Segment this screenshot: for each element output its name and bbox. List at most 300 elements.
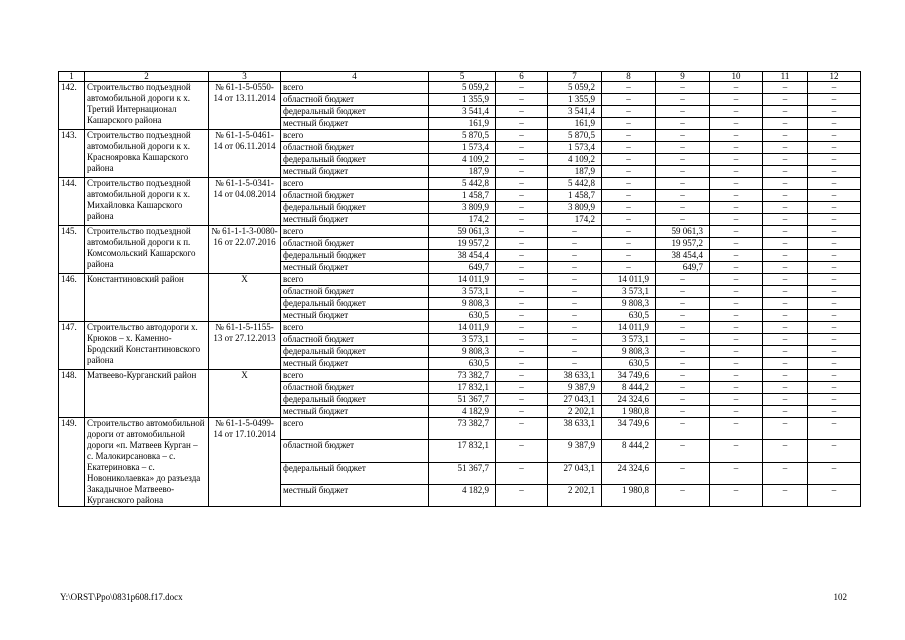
column-number-header: 8 [602,72,656,82]
amount-cell: – [602,142,656,154]
entry-object-name: Строительство подъездной автомобильной дороги к х. Третий Интернационал Кашарского района [85,82,209,130]
amount-cell: – [496,298,548,310]
amount-cell: – [656,106,710,118]
funding-source: федеральный бюджет [281,154,429,166]
funding-source: областной бюджет [281,286,429,298]
amount-cell: – [602,118,656,130]
amount-cell: – [548,322,602,334]
amount-cell: – [763,406,808,418]
amount-cell: – [710,346,763,358]
amount-cell: – [808,226,861,238]
amount-cell: – [548,262,602,274]
amount-cell: – [656,334,710,346]
amount-cell: – [763,118,808,130]
amount-cell: – [656,462,710,484]
funding-source: местный бюджет [281,214,429,226]
amount-cell: – [602,214,656,226]
entry-document-ref: № 61-1-5-0461-14 от 06.11.2014 [209,130,281,178]
amount-cell: 1 573,4 [429,142,496,154]
entry-number: 146. [59,274,85,322]
amount-cell: 1 355,9 [548,94,602,106]
amount-cell: – [656,142,710,154]
amount-cell: – [496,106,548,118]
column-number-header: 6 [496,72,548,82]
amount-cell: – [548,346,602,358]
amount-cell: – [656,440,710,462]
entry-number: 142. [59,82,85,130]
amount-cell: – [548,274,602,286]
amount-cell: 38 454,4 [656,250,710,262]
amount-cell: – [496,310,548,322]
amount-cell: – [496,462,548,484]
amount-cell: 1 458,7 [548,190,602,202]
amount-cell: – [656,190,710,202]
amount-cell: – [548,226,602,238]
amount-cell: 187,9 [548,166,602,178]
amount-cell: – [710,310,763,322]
amount-cell: 24 324,6 [602,394,656,406]
funding-source: федеральный бюджет [281,106,429,118]
amount-cell: 2 202,1 [548,484,602,506]
amount-cell: – [808,334,861,346]
funding-source: областной бюджет [281,382,429,394]
amount-cell: 5 870,5 [548,130,602,142]
amount-cell: – [808,250,861,262]
amount-cell: – [496,190,548,202]
amount-cell: – [496,238,548,250]
amount-cell: – [808,142,861,154]
amount-cell: – [710,298,763,310]
entry-document-ref: № 61-1-5-1155-13 от 27.12.2013 [209,322,281,370]
amount-cell: – [763,334,808,346]
amount-cell: – [656,394,710,406]
amount-cell: – [763,82,808,94]
amount-cell: 630,5 [602,358,656,370]
amount-cell: – [763,346,808,358]
amount-cell: – [763,238,808,250]
amount-cell: – [763,440,808,462]
amount-cell: – [656,358,710,370]
table-row [59,130,861,142]
funding-source: федеральный бюджет [281,250,429,262]
amount-cell: – [548,310,602,322]
amount-cell: – [496,262,548,274]
amount-cell: 161,9 [548,118,602,130]
footer-page-number: 102 [833,592,847,602]
amount-cell: – [763,484,808,506]
funding-source: федеральный бюджет [281,462,429,484]
entry-number: 144. [59,178,85,226]
amount-cell: 38 454,4 [429,250,496,262]
amount-cell: – [808,238,861,250]
entry-object-name: Строительство подъездной автомобильной дороги к х. Краснояровка Кашарского района [85,130,209,178]
funding-source: всего [281,418,429,440]
amount-cell: – [808,346,861,358]
amount-cell: 630,5 [429,358,496,370]
amount-cell: – [808,406,861,418]
amount-cell: – [710,190,763,202]
amount-cell: 5 059,2 [548,82,602,94]
amount-cell: – [763,178,808,190]
amount-cell: – [602,178,656,190]
amount-cell: – [602,106,656,118]
amount-cell: – [710,214,763,226]
amount-cell: 8 444,2 [602,440,656,462]
funding-source: всего [281,226,429,238]
amount-cell: – [808,190,861,202]
amount-cell: – [602,238,656,250]
entry-object-name: Строительство автомобильной дороги от автомобильной дороги «п. Матвеев Курган – с. Малокирсановка – с. Екатериновка – с. Новониколаевка» до разъезда Закадычное Матвеево-Курганского района [85,418,209,507]
amount-cell: – [763,250,808,262]
amount-cell: 9 808,3 [429,298,496,310]
amount-cell: – [710,394,763,406]
amount-cell: 51 367,7 [429,394,496,406]
amount-cell: 2 202,1 [548,406,602,418]
amount-cell: – [710,484,763,506]
amount-cell: – [496,226,548,238]
amount-cell: 14 011,9 [429,322,496,334]
table-row [59,370,861,382]
amount-cell: – [710,166,763,178]
amount-cell: – [496,358,548,370]
amount-cell: 59 061,3 [429,226,496,238]
amount-cell: 3 809,9 [548,202,602,214]
amount-cell: – [496,286,548,298]
amount-cell: – [496,166,548,178]
amount-cell: – [808,106,861,118]
entry-number: 145. [59,226,85,274]
table-row [59,178,861,190]
amount-cell: 1 458,7 [429,190,496,202]
column-number-header: 2 [85,72,209,82]
amount-cell: – [656,154,710,166]
amount-cell: 630,5 [602,310,656,322]
amount-cell: – [710,106,763,118]
amount-cell: 73 382,7 [429,370,496,382]
budget-table [58,71,861,507]
amount-cell: – [656,382,710,394]
amount-cell: – [710,462,763,484]
amount-cell: 1 573,4 [548,142,602,154]
amount-cell: – [656,484,710,506]
amount-cell: – [710,178,763,190]
amount-cell: – [496,118,548,130]
amount-cell: – [808,130,861,142]
amount-cell: – [710,382,763,394]
column-number-header: 9 [656,72,710,82]
amount-cell: 9 387,9 [548,382,602,394]
amount-cell: – [763,394,808,406]
amount-cell: – [808,462,861,484]
funding-source: местный бюджет [281,358,429,370]
amount-cell: 649,7 [656,262,710,274]
amount-cell: – [496,130,548,142]
funding-source: областной бюджет [281,238,429,250]
amount-cell: 19 957,2 [656,238,710,250]
amount-cell: – [808,214,861,226]
amount-cell: 8 444,2 [602,382,656,394]
amount-cell: – [710,94,763,106]
entry-number: 143. [59,130,85,178]
amount-cell: – [808,382,861,394]
amount-cell: 4 182,9 [429,484,496,506]
amount-cell: – [710,130,763,142]
amount-cell: – [808,274,861,286]
amount-cell: 3 573,1 [429,286,496,298]
entry-document-ref: № 61-1-1-3-0080-16 от 22.07.2016 [209,226,281,274]
funding-source: областной бюджет [281,440,429,462]
funding-source: всего [281,322,429,334]
funding-source: федеральный бюджет [281,346,429,358]
amount-cell: – [656,406,710,418]
amount-cell: – [710,286,763,298]
entry-number: 149. [59,418,85,507]
amount-cell: 3 573,1 [429,334,496,346]
amount-cell: – [602,262,656,274]
table-row [59,226,861,238]
amount-cell: – [656,118,710,130]
amount-cell: – [602,130,656,142]
funding-source: местный бюджет [281,118,429,130]
amount-cell: – [710,370,763,382]
column-number-header: 12 [808,72,861,82]
amount-cell: – [763,166,808,178]
amount-cell: 27 043,1 [548,462,602,484]
amount-cell: – [548,358,602,370]
amount-cell: – [496,346,548,358]
amount-cell: 5 059,2 [429,82,496,94]
amount-cell: – [602,190,656,202]
funding-source: местный бюджет [281,262,429,274]
amount-cell: – [808,440,861,462]
amount-cell: – [602,82,656,94]
amount-cell: – [602,202,656,214]
funding-source: всего [281,274,429,286]
funding-source: всего [281,82,429,94]
amount-cell: – [763,190,808,202]
entry-object-name: Строительство подъездной автомобильной дороги к п. Комсомольский Кашарского района [85,226,209,274]
funding-source: областной бюджет [281,190,429,202]
amount-cell: 3 541,4 [548,106,602,118]
funding-source: областной бюджет [281,142,429,154]
table-row [59,274,861,286]
amount-cell: – [656,286,710,298]
amount-cell: – [710,274,763,286]
column-number-header: 4 [281,72,429,82]
column-number-header: 3 [209,72,281,82]
amount-cell: 34 749,6 [602,418,656,440]
amount-cell: 1 355,9 [429,94,496,106]
amount-cell: 5 442,8 [429,178,496,190]
amount-cell: – [808,298,861,310]
amount-cell: – [496,94,548,106]
amount-cell: – [656,310,710,322]
amount-cell: 9 387,9 [548,440,602,462]
amount-cell: – [548,334,602,346]
amount-cell: – [496,418,548,440]
amount-cell: – [763,94,808,106]
amount-cell: – [496,202,548,214]
amount-cell: – [808,286,861,298]
entry-number: 147. [59,322,85,370]
amount-cell: – [548,298,602,310]
amount-cell: – [808,178,861,190]
amount-cell: – [602,250,656,262]
amount-cell: – [656,274,710,286]
amount-cell: – [602,94,656,106]
amount-cell: 59 061,3 [656,226,710,238]
amount-cell: – [763,310,808,322]
amount-cell: – [710,118,763,130]
amount-cell: 649,7 [429,262,496,274]
amount-cell: – [808,82,861,94]
amount-cell: – [763,106,808,118]
amount-cell: 4 109,2 [429,154,496,166]
amount-cell: 187,9 [429,166,496,178]
amount-cell: 14 011,9 [602,274,656,286]
entry-document-ref: № 61-1-5-0550-14 от 13.11.2014 [209,82,281,130]
amount-cell: 14 011,9 [602,322,656,334]
amount-cell: – [656,214,710,226]
amount-cell: – [496,394,548,406]
amount-cell: – [548,238,602,250]
amount-cell: 9 808,3 [602,298,656,310]
funding-source: местный бюджет [281,166,429,178]
entry-document-ref: Х [209,274,281,322]
amount-cell: – [763,130,808,142]
column-number-header: 1 [59,72,85,82]
amount-cell: 3 573,1 [602,334,656,346]
amount-cell: – [710,238,763,250]
table-row [59,82,861,94]
amount-cell: – [808,166,861,178]
amount-cell: 3 809,9 [429,202,496,214]
amount-cell: – [763,462,808,484]
footer-file-path: Y:\ORST\Ppo\0831p608.f17.docx [60,592,183,602]
amount-cell: – [763,274,808,286]
entry-object-name: Константиновский район [85,274,209,322]
amount-cell: – [808,484,861,506]
entry-object-name: Матвеево-Курганский район [85,370,209,418]
amount-cell: 17 832,1 [429,382,496,394]
amount-cell: – [496,274,548,286]
amount-cell: – [808,202,861,214]
amount-cell: – [763,226,808,238]
amount-cell: – [763,382,808,394]
table-row [59,322,861,334]
amount-cell: – [496,142,548,154]
amount-cell: 3 541,4 [429,106,496,118]
amount-cell: 1 980,8 [602,484,656,506]
amount-cell: – [496,484,548,506]
amount-cell: – [808,262,861,274]
funding-source: местный бюджет [281,406,429,418]
amount-cell: 9 808,3 [429,346,496,358]
amount-cell: – [763,298,808,310]
amount-cell: – [763,154,808,166]
amount-cell: 38 633,1 [548,418,602,440]
amount-cell: – [602,226,656,238]
amount-cell: – [496,440,548,462]
amount-cell: – [656,418,710,440]
funding-source: федеральный бюджет [281,202,429,214]
column-number-header: 11 [763,72,808,82]
amount-cell: – [710,154,763,166]
table-row [59,418,861,440]
funding-source: областной бюджет [281,334,429,346]
amount-cell: – [656,166,710,178]
amount-cell: 9 808,3 [602,346,656,358]
amount-cell: 24 324,6 [602,462,656,484]
entry-document-ref: № 61-1-5-0499-14 от 17.10.2014 [209,418,281,507]
amount-cell: – [808,94,861,106]
amount-cell: – [808,310,861,322]
funding-source: местный бюджет [281,310,429,322]
funding-source: всего [281,178,429,190]
amount-cell: – [710,358,763,370]
amount-cell: – [710,406,763,418]
amount-cell: 174,2 [429,214,496,226]
amount-cell: – [496,214,548,226]
amount-cell: – [496,322,548,334]
amount-cell: 38 633,1 [548,370,602,382]
amount-cell: – [602,154,656,166]
amount-cell: – [808,322,861,334]
amount-cell: 5 442,8 [548,178,602,190]
amount-cell: – [656,298,710,310]
amount-cell: – [710,202,763,214]
amount-cell: – [710,440,763,462]
amount-cell: 27 043,1 [548,394,602,406]
amount-cell: – [763,262,808,274]
amount-cell: – [763,202,808,214]
amount-cell: – [763,370,808,382]
amount-cell: 51 367,7 [429,462,496,484]
entry-document-ref: № 61-1-5-0341-14 от 04.08.2014 [209,178,281,226]
amount-cell: – [496,334,548,346]
amount-cell: – [808,358,861,370]
amount-cell: – [808,118,861,130]
amount-cell: – [710,82,763,94]
funding-source: местный бюджет [281,484,429,506]
amount-cell: – [496,382,548,394]
entry-object-name: Строительство подъездной автомобильной дороги к х. Михайловка Кашарского района [85,178,209,226]
amount-cell: – [656,346,710,358]
amount-cell: – [496,178,548,190]
entry-object-name: Строительство автодороги х. Крюков – х. Каменно-Бродский Константиновского района [85,322,209,370]
amount-cell: – [808,154,861,166]
amount-cell: 630,5 [429,310,496,322]
amount-cell: – [656,370,710,382]
amount-cell: 161,9 [429,118,496,130]
amount-cell: – [763,286,808,298]
amount-cell: – [710,322,763,334]
amount-cell: – [656,202,710,214]
funding-source: областной бюджет [281,94,429,106]
amount-cell: – [496,82,548,94]
amount-cell: – [710,334,763,346]
amount-cell: – [808,394,861,406]
amount-cell: – [602,166,656,178]
amount-cell: 14 011,9 [429,274,496,286]
amount-cell: – [656,322,710,334]
entry-number: 148. [59,370,85,418]
amount-cell: 73 382,7 [429,418,496,440]
amount-cell: – [763,418,808,440]
amount-cell: 34 749,6 [602,370,656,382]
amount-cell: – [656,130,710,142]
entry-document-ref: Х [209,370,281,418]
